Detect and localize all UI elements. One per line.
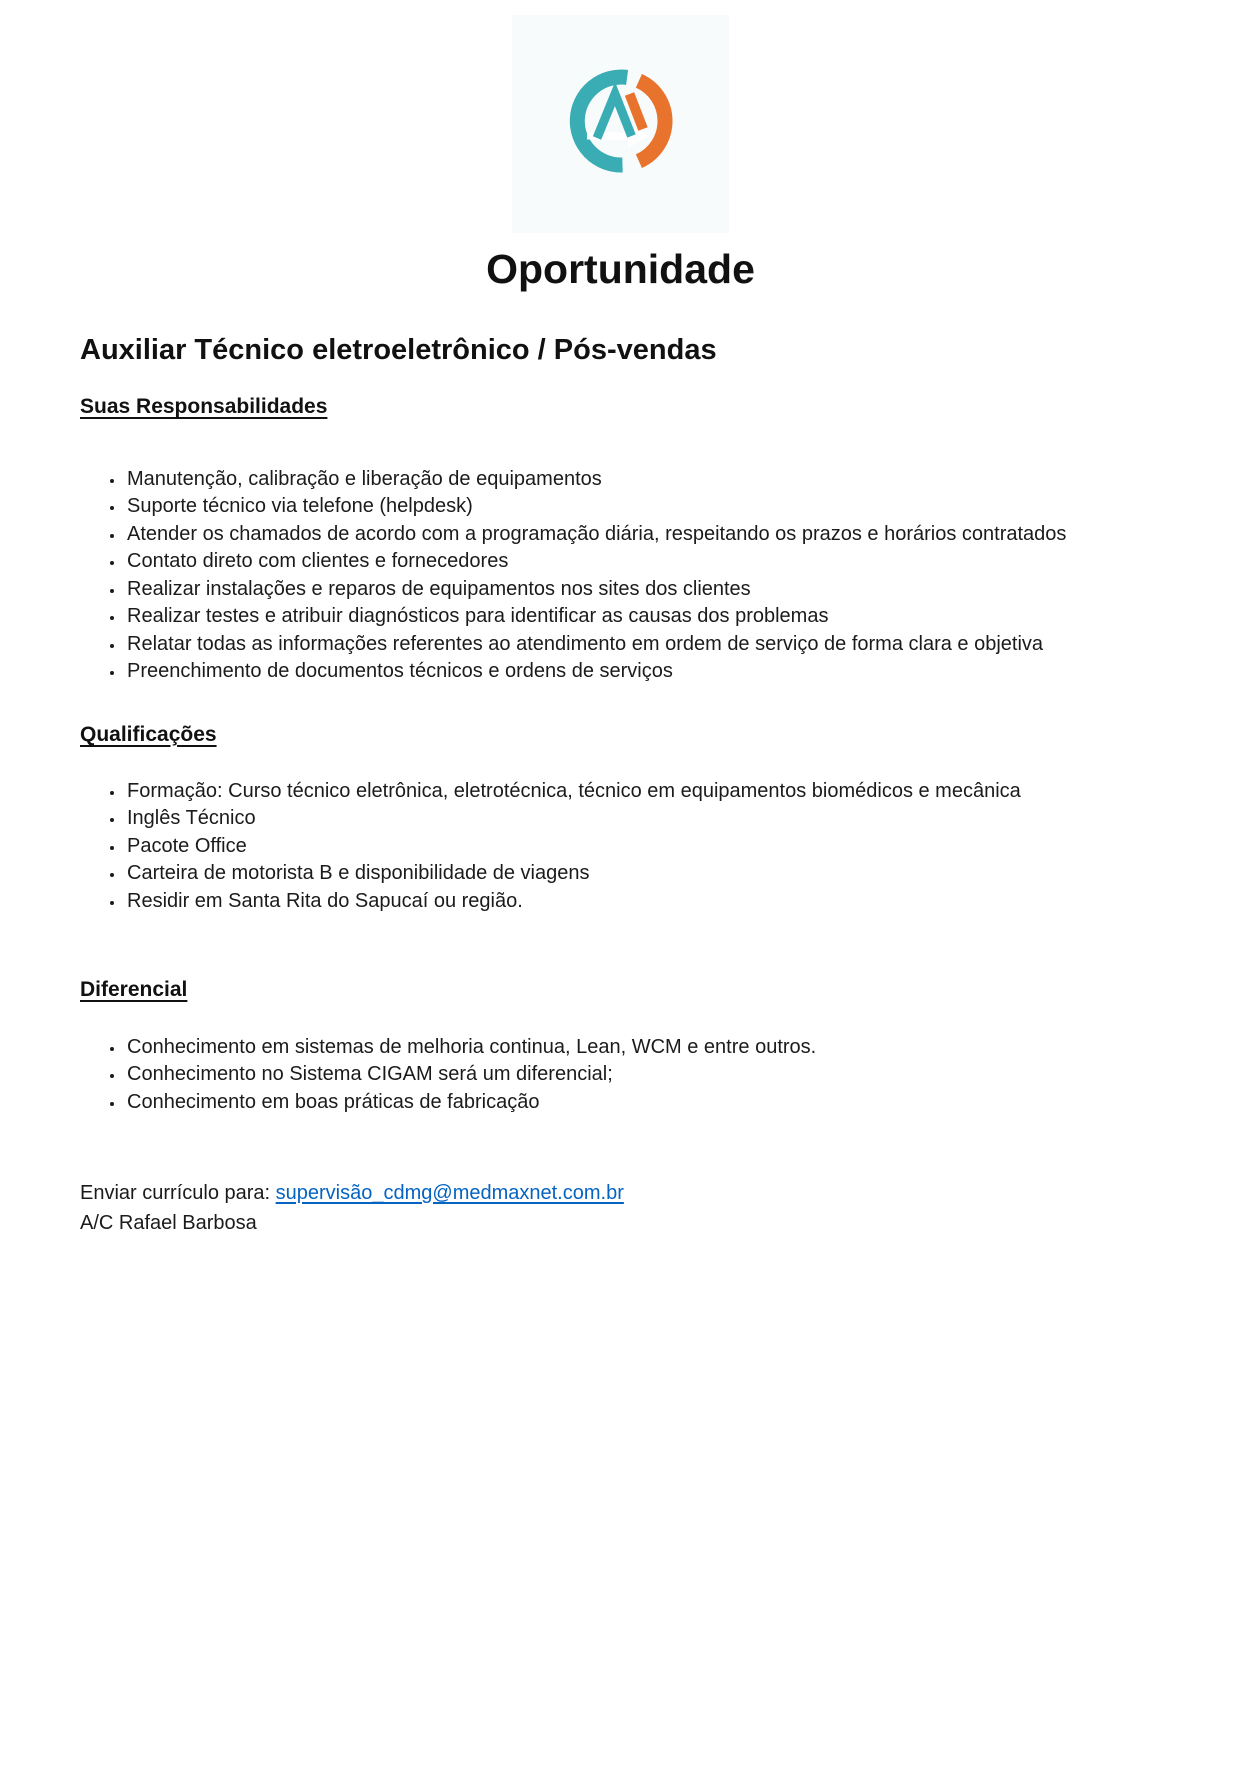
list-item: • Manutenção, calibração e liberação de equipamentos xyxy=(125,466,1161,494)
list-item: • Pacote Office xyxy=(125,833,1161,861)
email-link[interactable]: supervisão_cdmg@medmaxnet.com.br xyxy=(275,1182,624,1205)
company-logo xyxy=(512,15,729,233)
attention-line: A/C Rafael Barbosa xyxy=(80,1212,257,1235)
list-item: • Suporte técnico via telefone (helpdesk) xyxy=(125,493,1161,521)
list-item: • Inglês Técnico xyxy=(125,805,1161,833)
qualifications-list xyxy=(80,778,1161,916)
page-title: Oportunidade xyxy=(486,246,755,292)
list-item: • Atender os chamados de acordo com a programação diária, respeitando os prazos e horários contratados xyxy=(125,521,1161,549)
list-item: • Carteira de motorista B e disponibilidade de viagens xyxy=(125,860,1161,888)
job-title: Auxiliar Técnico eletroeletrônico / Pós-vendas xyxy=(80,334,717,367)
contact-label: Enviar currículo para: xyxy=(80,1182,276,1205)
list-item: • Conhecimento em boas práticas de fabricação xyxy=(125,1089,1161,1117)
list-item: • Contato direto com clientes e fornecedores xyxy=(125,548,1161,576)
section-qualificacoes xyxy=(80,722,1161,916)
list-item: • Formação: Curso técnico eletrônica, eletrotécnica, técnico em equipamentos biomédicos e mecânica xyxy=(125,778,1161,806)
document-page xyxy=(0,15,1241,1770)
list-item: • Relatar todas as informações referentes ao atendimento em ordem de serviço de forma clara e objetiva xyxy=(125,631,1161,659)
list-item: • Conhecimento no Sistema CIGAM será um diferencial; xyxy=(125,1061,1161,1089)
list-item: • Preenchimento de documentos técnicos e ordens de serviços xyxy=(125,658,1161,686)
contact-line xyxy=(80,1178,1161,1208)
list-item: • Residir em Santa Rita do Sapucaí ou região. xyxy=(125,888,1161,916)
list-item: • Realizar instalações e reparos de equipamentos nos sites dos clientes xyxy=(125,576,1161,604)
section-heading-responsabilidades: Suas Responsabilidades xyxy=(80,395,328,419)
responsibilities-list xyxy=(80,466,1161,686)
list-item: • Conhecimento em sistemas de melhoria continua, Lean, WCM e entre outros. xyxy=(125,1034,1161,1062)
section-heading-diferencial: Diferencial xyxy=(80,978,188,1002)
logo-monogram-orange xyxy=(629,94,643,129)
page-content xyxy=(0,15,1241,1238)
logo-monogram-teal xyxy=(597,94,632,138)
company-logo-icon xyxy=(568,68,674,174)
differential-list xyxy=(80,1034,1161,1117)
section-responsabilidades xyxy=(80,394,1161,685)
section-heading-qualificacoes: Qualificações xyxy=(80,722,217,746)
list-item: • Realizar testes e atribuir diagnósticos para identificar as causas dos problemas xyxy=(125,603,1161,631)
section-diferencial xyxy=(80,977,1161,1116)
